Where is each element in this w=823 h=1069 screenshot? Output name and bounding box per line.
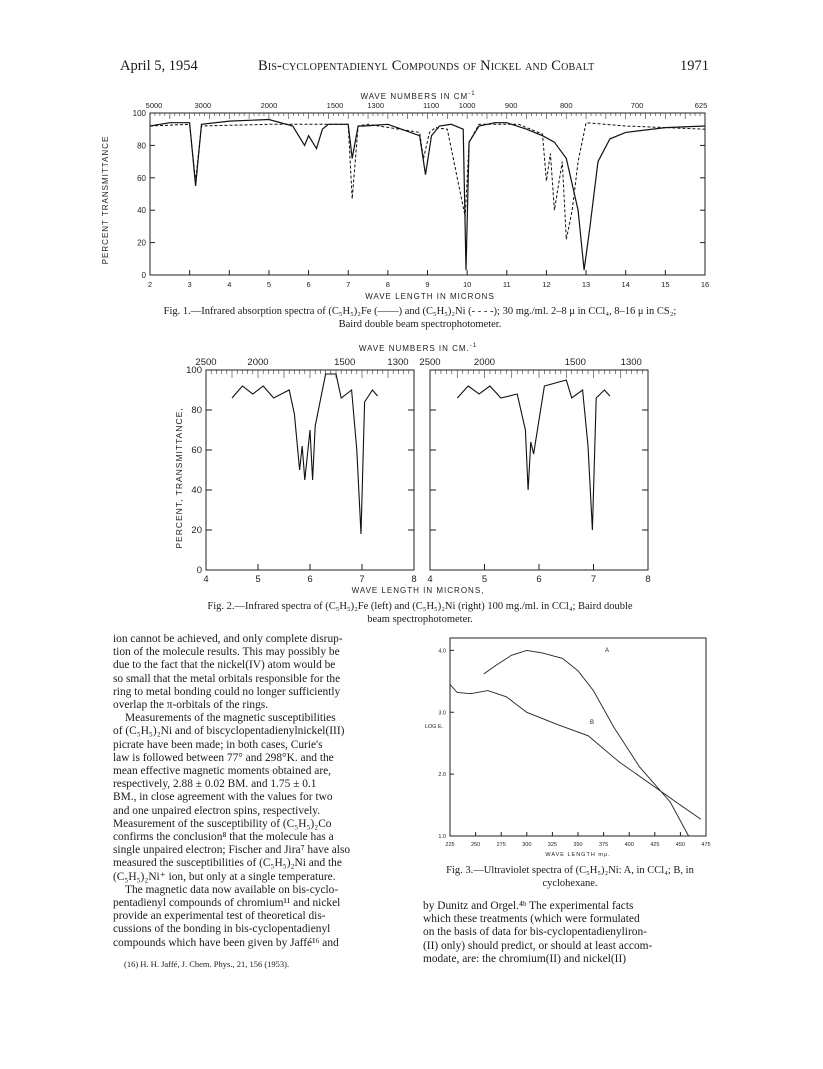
fig3-x-tick-label: 225 (445, 842, 455, 848)
fig2-x-tick-label: 6 (536, 574, 542, 585)
text-line: (C₅H₅)₂Ni⁺ ion, but only at a single temperature. (113, 870, 336, 883)
fig2-series-nickelocene-line (457, 380, 610, 530)
right-text-column (423, 900, 718, 966)
fig2-x-tick-label: 6 (307, 574, 313, 585)
fig1-x-tick-label: 10 (462, 280, 472, 289)
fig2-x-tick-label: 7 (359, 574, 365, 585)
fig2-x-tick-label: 7 (590, 574, 597, 585)
figure-2-ir-spectra (0, 338, 823, 598)
fig1-y-tick-label: 40 (137, 206, 146, 216)
fig1-x-tick-label: 13 (581, 280, 591, 289)
fig1-y-tick-label: 0 (141, 271, 146, 280)
fig1-top-tick-label: 1100 (423, 101, 440, 110)
text-line: picrate have been made; in both cases, Curie's (113, 738, 323, 751)
fig1-x-tick-label: 15 (661, 280, 670, 289)
fig2-y-tick-label: 40 (191, 485, 202, 496)
text-line: The magnetic data now available on bis-cyclo- (125, 883, 339, 896)
fig3-y-tick-labels (438, 648, 454, 840)
fig1-caption (100, 305, 740, 331)
text-line: due to the fact that the nickel(IV) atom would be (113, 659, 336, 672)
text-line: law is followed between 77° and 298°K. and the (113, 751, 334, 764)
fig2-x-tick-label: 5 (481, 574, 488, 585)
text-line: single unpaired electron; Fischer and Jira⁷ have also (113, 844, 351, 857)
figure-1-ir-spectrum (0, 0, 823, 340)
left-text-column (113, 633, 408, 950)
fig1-y-tick-label: 60 (137, 173, 146, 183)
fig1-caption-line1: Fig. 1.—Infrared absorption spectra of (C₅H₅)₂Fe (——) and (C₅H₅)₂Ni (- - - -); 30 mg./ml. 2–8 μ in CCl₄, 8–16 μ in CS₂; (163, 306, 677, 317)
fig1-x-tick-label: 11 (502, 280, 511, 289)
text-line: ion cannot be achieved, and only complete disrup- (113, 633, 343, 645)
fig2-x-tick-labels (203, 564, 650, 585)
fig1-x-tick-label: 9 (425, 280, 430, 289)
fig2-y-tick-label: 100 (186, 365, 202, 376)
fig1-x-tick-label: 8 (385, 280, 390, 289)
fig2-x-axis-label: WAVE LENGTH IN MICRONS, (351, 586, 485, 595)
fig3-x-tick-labels (445, 832, 710, 848)
text-line: cussions of the bonding in bis-cyclopentadienyl (113, 923, 331, 936)
fig2-top-tick-label: 2000 (247, 357, 269, 368)
fig3-y-tick-label: 2.0 (438, 772, 446, 779)
fig2-x-tick-label: 4 (427, 574, 433, 585)
fig3-x-tick-label: 475 (701, 842, 711, 848)
fig3-curve-b-label: B (590, 720, 595, 726)
text-line: (II) only) should predict, or should at least accom- (423, 939, 653, 952)
fig1-x-tick-label: 5 (266, 280, 272, 289)
fig2-y-tick-labels (186, 365, 648, 576)
fig3-x-tick-label: 300 (522, 842, 532, 848)
fig1-x-tick-label: 3 (187, 280, 192, 289)
fig3-y-axis-label: LOG E. (424, 724, 444, 730)
fig2-top-tick-label: 2500 (195, 357, 217, 368)
fig1-caption-line2: Baird double beam spectrophotometer. (338, 319, 502, 330)
fig3-plot-frame (450, 638, 706, 836)
text-line: Measurements of the magnetic susceptibilities (125, 712, 336, 725)
fig1-top-tick-label: 900 (504, 101, 518, 110)
fig3-caption-line1: Fig. 3.—Ultraviolet spectra of (C₅H₅)₂Ni: A, in CCl₄; B, in (446, 865, 694, 876)
fig2-x-tick-label: 8 (645, 574, 651, 585)
fig3-y-tick-label: 3.0 (438, 710, 446, 717)
text-line: so small that the metal orbitals responsible for the (113, 672, 341, 685)
figure-3-uv-spectrum (418, 632, 718, 864)
fig1-top-tick-labels (146, 101, 708, 110)
fig1-x-tick-labels (148, 270, 709, 289)
fig3-y-tick-label: 1.0 (438, 834, 446, 840)
fig3-curve-a (484, 650, 689, 836)
fig2-left-panel-frame (206, 370, 414, 570)
fig1-top-tick-label: 700 (630, 101, 644, 110)
header-page-number: 1971 (680, 58, 709, 74)
fig2-right-panel-frame (430, 370, 648, 570)
text-line: mean effective magnetic moments obtained are, (113, 765, 332, 778)
text-line: and one unpaired electron spins, respectively. (113, 804, 321, 817)
fig2-caption (150, 600, 690, 626)
fig2-top-tick-label: 2000 (473, 357, 496, 368)
text-line: which these treatments (which were formulated (423, 913, 640, 926)
text-line: tion of the molecule results. This may possibly be (113, 646, 340, 659)
fig2-y-tick-label: 80 (191, 405, 202, 416)
fig3-curve-b (450, 684, 701, 819)
fig1-top-tick-label: 1300 (367, 101, 385, 110)
fig1-x-tick-label: 6 (306, 280, 311, 289)
fig1-x-tick-label: 7 (346, 280, 351, 289)
text-line: confirms the conclusion⁸ that the molecule has a (113, 831, 334, 844)
fig3-caption-line2: cyclohexane. (542, 878, 598, 889)
text-line: compounds which have been given by Jaffé¹⁶ and (113, 936, 339, 949)
fig1-top-tick-label: 2000 (260, 101, 278, 110)
fig2-series-ferrocene-line (232, 374, 378, 534)
fig3-x-tick-label: 450 (675, 842, 685, 848)
text-line: by Dunitz and Orgel.⁴ᵇ The experimental facts (423, 900, 634, 912)
fig1-top-tick-label: 800 (559, 101, 573, 110)
fig2-x-tick-label: 5 (255, 574, 261, 585)
fig2-top-tick-labels (195, 357, 648, 378)
fig2-top-tick-label: 2500 (419, 357, 441, 368)
footnote-16: (16) H. H. Jaffé, J. Chem. Phys., 21, 156 (1953). (124, 959, 290, 969)
fig1-y-tick-label: 80 (137, 141, 146, 151)
text-line: provide an experimental test of theoretical dis- (113, 910, 326, 923)
text-line: respectively, 2.88 ± 0.02 BM. and 1.75 ± 0.1 (113, 778, 317, 791)
fig1-x-tick-label: 14 (621, 280, 630, 289)
fig2-x-tick-label: 8 (411, 574, 417, 585)
fig1-x-tick-label: 2 (147, 280, 153, 289)
text-line: overlap the π-orbitals of the rings. (113, 699, 269, 712)
fig1-top-tick-label: 3000 (194, 101, 212, 110)
fig3-y-tick-label: 4.0 (438, 648, 446, 655)
header-title: Bis-cyclopentadienyl Compounds of Nickel and Cobalt (258, 58, 595, 74)
fig1-top-tick-label: 1500 (326, 101, 344, 110)
fig2-y-tick-label: 0 (196, 565, 202, 576)
fig2-x-tick-label: 4 (203, 574, 209, 585)
text-line: pentadienyl compounds of chromium¹¹ and nickel (113, 897, 341, 910)
text-line: Measurement of the susceptibility of (C₅H₅)₂Co (113, 817, 332, 830)
header-date: April 5, 1954 (120, 58, 198, 74)
fig3-x-tick-label: 375 (599, 842, 609, 848)
fig3-x-axis-label: WAVE LENGTH mμ. (545, 852, 611, 858)
fig2-y-tick-label: 20 (191, 525, 202, 536)
fig1-plot-frame (150, 113, 705, 275)
text-line: on the basis of data for bis-cyclopentadienyliron- (423, 926, 647, 939)
fig2-caption-line1: Fig. 2.—Infrared spectra of (C₅H₅)₂Fe (left) and (C₅H₅)₂Ni (right) 100 mg./ml. in CCl₄; Baird double (207, 601, 633, 612)
fig2-top-tick-label: 1300 (620, 357, 642, 368)
fig1-x-tick-label: 4 (227, 280, 232, 289)
fig3-x-tick-label: 425 (650, 842, 660, 848)
fig2-top-axis-label: WAVE NUMBERS IN CM.$^{-1}$ (358, 343, 478, 353)
fig1-y-axis-label: PERCENT TRANSMITTANCE (101, 135, 110, 265)
fig1-series-nickelocene-line (150, 123, 705, 240)
fig2-top-tick-label: 1300 (387, 357, 409, 368)
fig3-x-tick-label: 275 (496, 842, 506, 848)
fig1-top-tick-label: 5000 (145, 101, 163, 110)
fig2-top-tick-label: 1500 (334, 357, 356, 368)
fig2-y-axis-label: PERCENT, TRANSMITTANCE, (174, 407, 184, 549)
text-line: modate, are: the chromium(II) and nickel(II) (423, 952, 627, 965)
fig3-curve-a-label: A (605, 648, 610, 654)
text-line: ring to metal bonding could no longer sufficiently (113, 685, 341, 698)
fig3-x-tick-label: 350 (573, 842, 583, 848)
fig3-x-tick-label: 250 (471, 842, 481, 848)
fig1-top-tick-label: 625 (694, 101, 708, 110)
fig3-caption (420, 864, 720, 890)
fig2-top-tick-label: 1500 (564, 357, 586, 368)
fig2-caption-line2: beam spectrophotometer. (367, 614, 473, 625)
fig3-x-tick-label: 325 (547, 842, 557, 848)
fig1-top-axis-label: WAVE NUMBERS IN $CM^{-1}$ (360, 91, 476, 101)
fig3-x-tick-label: 400 (624, 842, 634, 848)
fig1-y-tick-label: 20 (137, 238, 146, 248)
fig1-y-tick-label: 100 (132, 109, 146, 118)
fig1-x-axis-label: WAVE LENGTH IN MICRONS (365, 292, 495, 301)
fig1-x-tick-label: 12 (542, 280, 551, 289)
text-line: of (C₅H₅)₂Ni and of biscyclopentadienylnickel(III) (113, 725, 345, 738)
fig2-y-tick-label: 60 (191, 445, 202, 456)
fig1-top-minor-ticks (150, 113, 705, 119)
text-line: BM., in close agreement with the values for two (113, 791, 333, 804)
text-line: measured the susceptibilities of (C₅H₅)₂Ni and the (113, 857, 342, 870)
fig1-x-tick-label: 16 (700, 280, 710, 289)
fig1-top-tick-label: 1000 (458, 101, 476, 110)
